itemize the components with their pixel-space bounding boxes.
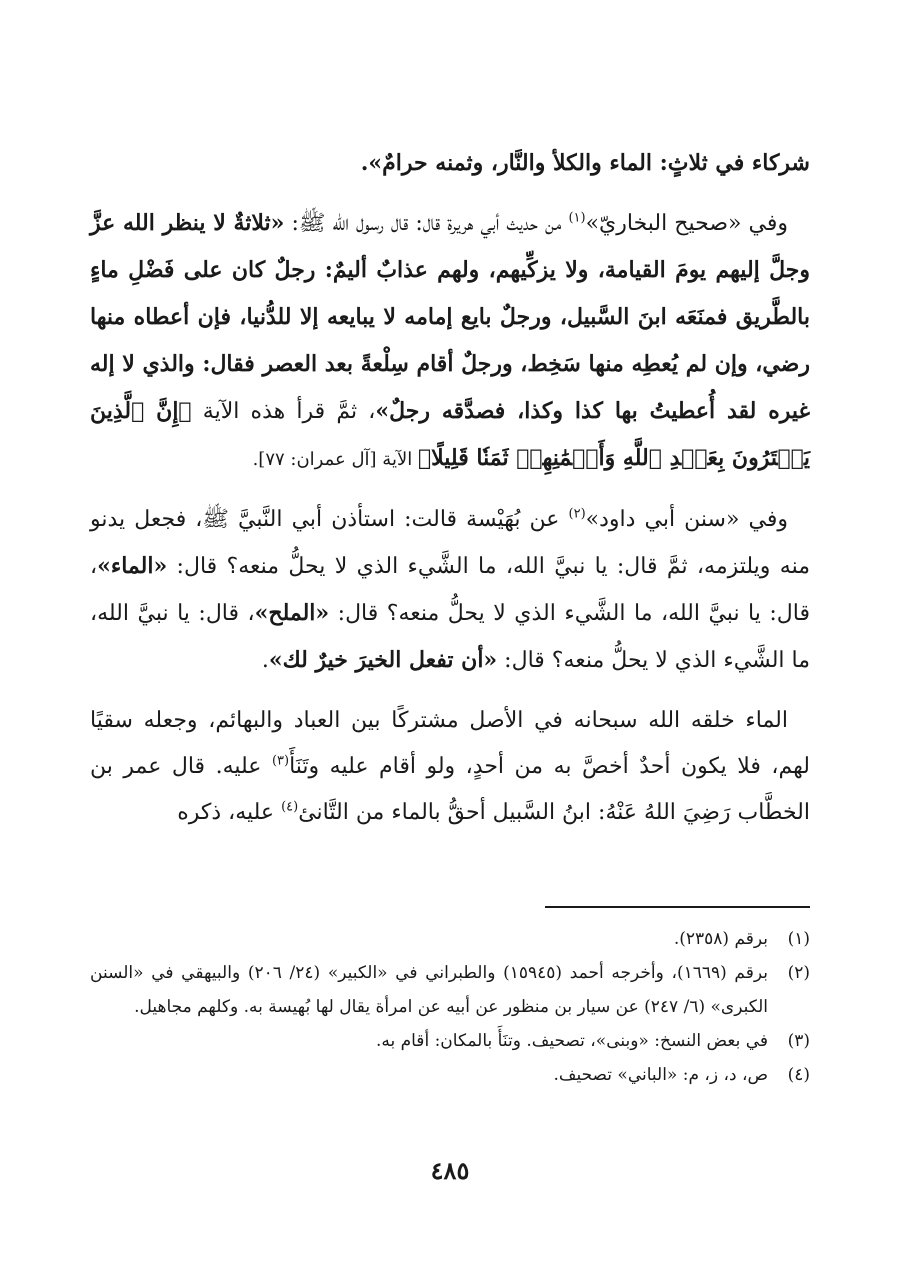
footnote-1 [90, 922, 810, 956]
p3-a: عن بُهَيْسة قالت: استأذن أبي النَّبيَّ ﷺ، فجعل يدنو منه ويلتزمه، ثمَّ قال: يا نبيَّ الله، ما الشَّيء الذي لا يحلُّ منعه؟ قال: [90, 507, 810, 579]
p2-tail: ، ثمَّ قرأ هذه الآية [191, 399, 376, 424]
p4-a: الماء خلقه الله سبحانه في الأصل مشتركًا بين العباد والبهائم، وجعله سقيًا لهم، فلا يكون أحدٌ أخصَّ به من أحدٍ، ولو أقام عليه وتَنَأَ [90, 708, 810, 779]
footnote-text: في بعض النسخ: «وبنى»، تصحيف. وتنَأَ بالمكان: أقام به. [375, 1031, 768, 1051]
p3-c: ، قال: يا نبيَّ الله، ما الشَّيء الذي لا يحلُّ منعه؟ قال: [90, 601, 810, 673]
footnote-text: ص، د، ز، م: «الباني» تصحيف. [553, 1065, 768, 1085]
p2-cite: الآية [آل عمران: ٧٧]. [252, 449, 418, 470]
footnote-text: برقم (٢٣٥٨). [673, 929, 768, 949]
p3-bold-3: «أن تفعل الخيرَ خيرٌ لك» [268, 647, 498, 673]
footnote-text: برقم (١٦٦٩)، وأخرجه أحمد (١٥٩٤٥) والطبراني في «الكبير» (٢٤/ ٢٠٦) والبيهقي في «السنن الكبرى» (٦/ ٢٤٧) عن سيار بن منظور عن أبيه عن امرأة يقال لها بُهيسة به. وكلهم مجاهيل. [90, 963, 768, 1017]
p2-hadith: «ثلاثةٌ لا ينظر الله عزَّ وجلَّ إليهم يومَ القيامة، ولا يزكِّيهم، ولهم عذابٌ أليمٌ: رجلٌ كان على فَضْلِ ماءٍ بالطَّريق فمنَعَه ابنَ السَّبيل، ورجلٌ بايع إمامه لا يبايعه إلا للدُّنيا، فإن أعطاه منها رضي، وإن لم يُعطِه منها سَخِط، ورجلٌ أقام سِلْعةً بعد العصر فقال: والذي لا إله غيره لقد أُعطيتُ بها كذا وكذا، فصدَّقه رجلٌ» [89, 210, 811, 424]
p2-lead: وفي «صحيح البخاريّ» [585, 211, 788, 236]
p2-ayah: ﴿إِنَّ ٱلَّذِينَ يَشۡتَرُونَ بِعَهۡدِ ٱللَّهِ وَأَيۡمَٰنِهِمۡ ثَمَنٗا قَلِيلًا﴾ [90, 398, 810, 471]
footnote-separator [545, 906, 810, 908]
footnote-number: (١) [787, 929, 810, 949]
p3-bold-2: «الملح» [254, 600, 330, 626]
footnote-2 [90, 956, 810, 1024]
p3-end: . [261, 648, 269, 673]
footnote-ref-4[interactable]: (٤) [281, 799, 299, 815]
p3-lead: وفي «سنن أبي داود» [585, 507, 788, 532]
p1-text: شركاء في ثلاثٍ: الماء والكلأ والنَّار، وثمنه حرامٌ». [360, 150, 810, 176]
p4-c: عليه، ذكره [177, 800, 282, 825]
paragraph-2 [90, 200, 810, 483]
p3-bold-1: «الماء» [97, 553, 168, 579]
footnote-ref-3[interactable]: (٣) [271, 753, 290, 769]
p3-b: ، قال: يا نبيَّ الله، ما الشَّيء الذي لا يحلُّ منعه؟ قال: [90, 554, 811, 626]
footnote-ref-1[interactable]: (١) [568, 210, 586, 226]
p4-b: عليه. قال عمر بن الخطَّاب رَضِيَ اللهُ عَنْهُ: ابنُ السَّبيل أحقُّ بالماء من التَّانئ [90, 754, 810, 825]
paragraph-4 [90, 698, 810, 836]
paragraph-1 [90, 140, 810, 186]
footnote-number: (٢) [787, 963, 810, 983]
footnote-ref-2[interactable]: (٢) [568, 506, 586, 522]
paragraph-3 [90, 497, 810, 684]
footnote-number: (٣) [787, 1031, 810, 1051]
footnotes [90, 922, 810, 1092]
footnote-3 [90, 1024, 810, 1058]
page-number: ٤٨٥ [430, 1156, 470, 1185]
footnote-4 [90, 1058, 810, 1092]
main-text [90, 140, 810, 850]
footnote-number: (٤) [787, 1065, 810, 1085]
p2-mid: من حديث أبي هريرة قال: قال رسول الله ﷺ: [284, 211, 569, 236]
